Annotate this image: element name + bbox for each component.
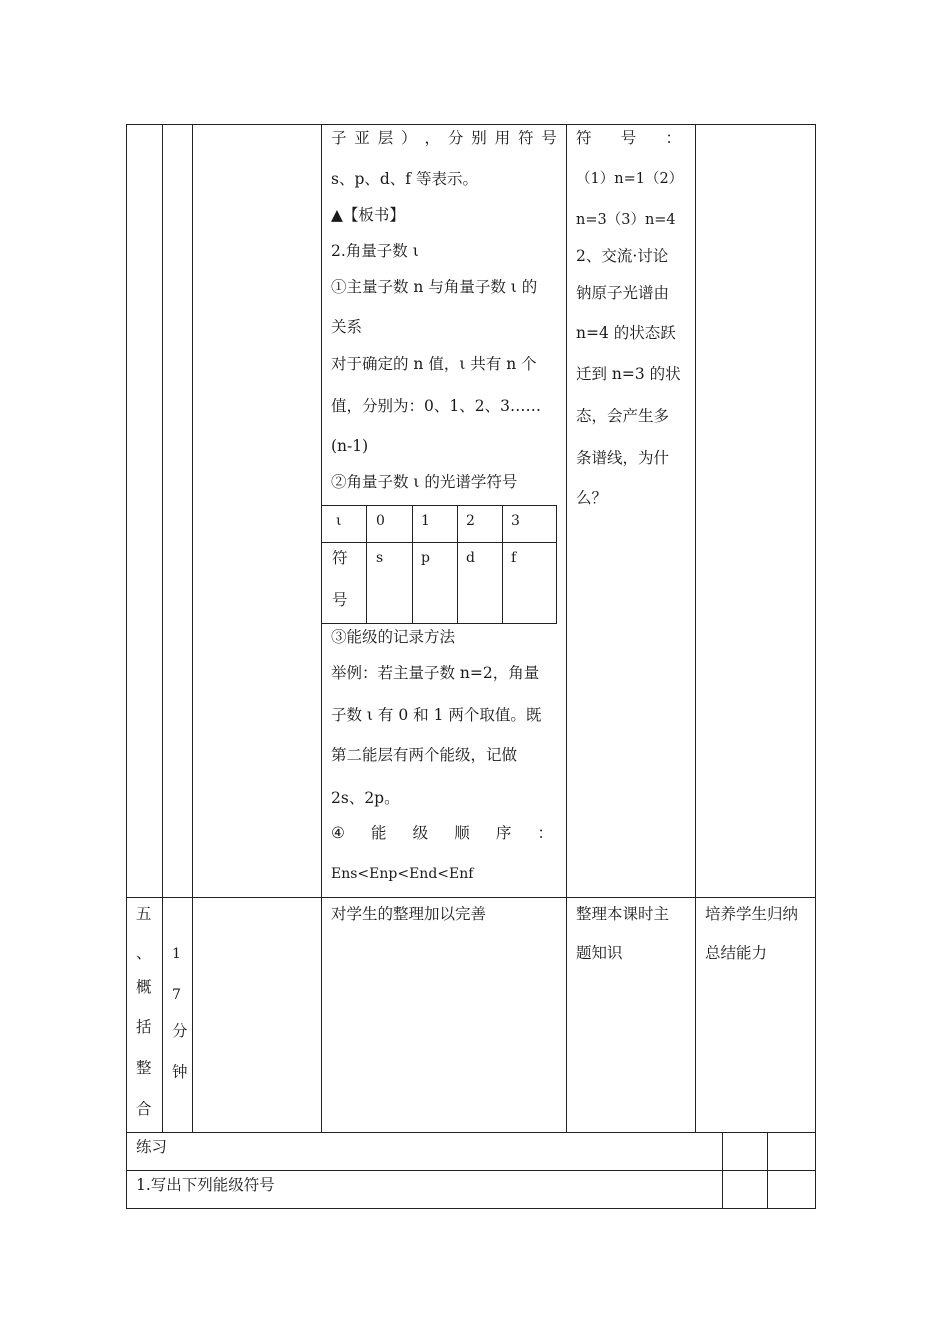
content-line: ②角量子数 ι 的光谱学符号 [331,473,518,491]
content-line: n=4 的状态跃 [576,324,676,342]
table-cell: 号 [332,591,348,609]
content-line: 态，会产生多 [576,407,670,425]
table-cell: 1 [421,513,430,529]
time-char: 分 [172,1022,188,1040]
table-cell: d [466,550,475,566]
content-line: 钠原子光谱由 [576,284,670,302]
column-divider [321,124,322,1132]
content-line: 举例：若主量子数 n=2，角量 [331,664,540,682]
content-line: (n-1) [331,437,369,455]
time-char: 7 [172,987,181,1003]
table-right-border [815,124,816,1209]
design-intent: 总结能力 [705,944,768,962]
column-divider [162,124,163,1132]
symbol-table-border [457,505,458,624]
stage-char: 合 [136,1100,152,1118]
content-line: s、p、d、f 等表示。 [331,170,478,188]
content-line: ④ 能 级 顺 序 ： [331,824,553,842]
content-line: 对于确定的 n 值，ι 共有 n 个 [331,355,537,373]
practice-column-divider [722,1132,723,1209]
symbol-table-border [502,505,503,624]
content-line: 2、交流·讨论 [576,247,669,265]
stage-char: 五 [136,905,152,923]
table-cell: 0 [376,513,385,529]
time-char: 钟 [172,1063,188,1081]
column-divider [192,124,193,1132]
content-line: n=3（3）n=4 [576,212,676,228]
practice-title: 练习 [136,1138,168,1156]
column-divider [566,124,567,1132]
symbol-table-border [556,505,557,624]
stage-char: 概 [136,978,152,996]
table-left-border [126,124,127,1209]
content-line: 关系 [331,318,363,336]
row-divider [126,897,816,898]
teacher-activity: 对学生的整理加以完善 [331,905,487,923]
content-line: 条谱线，为什 [576,449,670,467]
symbol-table-border [322,542,557,543]
row-divider [126,1132,816,1133]
student-activity: 题知识 [576,944,623,962]
design-intent: 培养学生归纳 [705,905,799,923]
time-char: 1 [172,946,181,962]
table-bottom-border [126,1208,816,1209]
stage-char: 整 [136,1059,152,1077]
table-cell: ι [336,513,342,529]
board-note: ▲【板书】 [331,206,405,224]
content-line: 么？ [576,489,608,507]
content-line: 符 号 ： [576,129,681,147]
symbol-table-border [366,505,367,624]
content-line: 子 亚 层 ） ， 分 别 用 符 号 [331,129,557,147]
practice-item: 1.写出下列能级符号 [136,1176,275,1194]
symbol-table-border [322,623,557,624]
table-cell: 3 [511,513,520,529]
content-line: （1）n=1（2） [576,171,684,187]
content-line: 2s、2p。 [331,789,400,807]
content-line: 第二能层有两个能级，记做 [331,746,518,764]
stage-char: 括 [136,1018,152,1036]
practice-column-divider [767,1132,768,1209]
table-cell: s [376,550,384,566]
symbol-table-border [412,505,413,624]
table-cell: 符 [332,549,348,567]
content-line: 子数 ι 有 0 和 1 两个取值。既 [331,706,542,724]
symbol-table-border [322,505,557,506]
student-activity: 整理本课时主 [576,905,670,923]
content-line: 迁到 n=3 的状 [576,365,681,383]
table-top-border [126,124,816,125]
table-cell: f [511,550,517,566]
content-line: Ens<Enp<End<Enf [331,866,474,882]
row-divider [126,1170,816,1171]
content-line: ①主量子数 n 与角量子数 ι 的 [331,278,538,296]
content-line: ③能级的记录方法 [331,628,456,646]
table-cell: p [421,550,430,566]
table-cell: 2 [466,513,475,529]
section-heading: 2.角量子数 ι [331,242,419,260]
stage-char: 、 [136,944,152,962]
content-line: 值，分别为：0、1、2、3…… [331,397,541,415]
column-divider [695,124,696,1132]
